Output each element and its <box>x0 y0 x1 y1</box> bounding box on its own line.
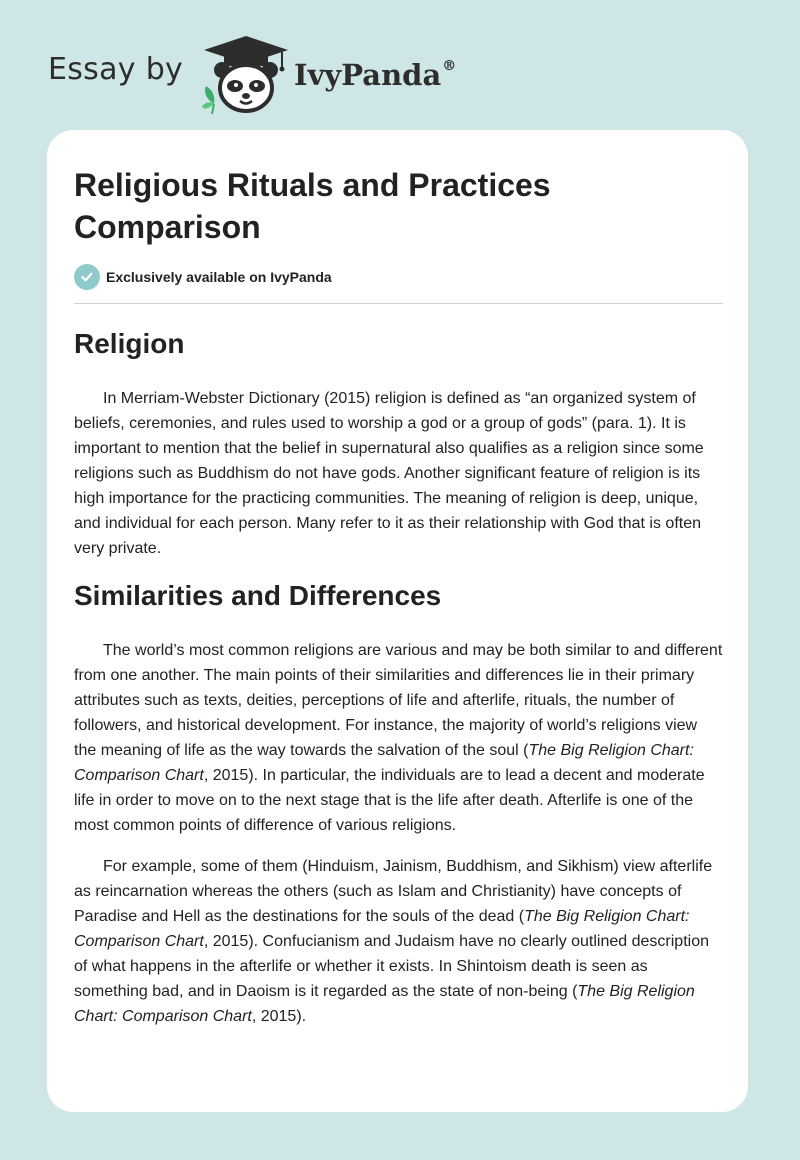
citation-title: The Big Religion Chart: Comparison Chart <box>74 908 690 950</box>
citation-title: The Big Religion Chart: Comparison Chart <box>74 983 695 1025</box>
essay-by-label: Essay by <box>48 52 184 87</box>
page-title: Religious Rituals and Practices Comparison <box>74 167 551 245</box>
check-icon <box>74 264 100 290</box>
section-heading-religion: Religion <box>74 328 185 359</box>
section-heading-similarities: Similarities and Differences <box>74 580 442 611</box>
ivypanda-brand[interactable] <box>294 58 456 92</box>
paragraph-text: , 2015). In particular, the individuals are to lead a decent and moderate life in order to move on to the next stage that is the life after death. Afterlife is one of the most common points of difference of various religions. <box>74 767 705 834</box>
paragraph-text: In Merriam-Webster Dictionary (2015) religion is defined as “an organized system of beliefs, ceremonies, and rules used to worship a god or a group of gods” (para. 1). It is important to mention that the belief in supernatural also qualifies as a religion since some religions such as Buddhism do not have gods. Another significant feature of religion is its high importance for the practicing communities. The meaning of religion is deep, unique, and individual for each person. Many refer to it as their relationship with God that is often very private. <box>74 390 704 557</box>
paragraph <box>74 854 723 1029</box>
site-header <box>48 28 568 118</box>
brand-name: IvyPanda <box>294 58 442 92</box>
essay-card <box>47 130 748 1112</box>
paragraph <box>74 638 723 838</box>
exclusive-badge <box>74 264 332 290</box>
registered-mark: ® <box>442 58 457 75</box>
panda-logo-icon[interactable] <box>200 34 292 114</box>
badge-label: Exclusively available on IvyPanda <box>106 269 332 285</box>
paragraph-text: , 2015). Confucianism and Judaism have no clearly outlined description of what happens in the afterlife or whether it exists. In Shintoism death is seen as something bad, and in Daoism is it regarded as the state of non-being ( <box>74 933 709 1000</box>
paragraph-text: , 2015). <box>251 1008 307 1025</box>
paragraph-text: For example, some of them (Hinduism, Jainism, Buddhism, and Sikhism) view afterlife as reincarnation whereas the others (such as Islam and Christianity) have concepts of Paradise and Hell as the destinations for the souls of the dead ( <box>74 858 713 925</box>
paragraph-text: The world’s most common religions are various and may be both similar to and different from one another. The main points of their similarities and differences lie in their primary attributes such as texts, deities, perceptions of life and afterlife, rituals, the number of followers, and historical development. For instance, the majority of world’s religions view the meaning of life as the way towards the salvation of the soul ( <box>74 642 723 759</box>
title-divider <box>74 303 723 304</box>
paragraph <box>74 386 723 561</box>
citation-title: The Big Religion Chart: Comparison Chart <box>74 742 694 784</box>
